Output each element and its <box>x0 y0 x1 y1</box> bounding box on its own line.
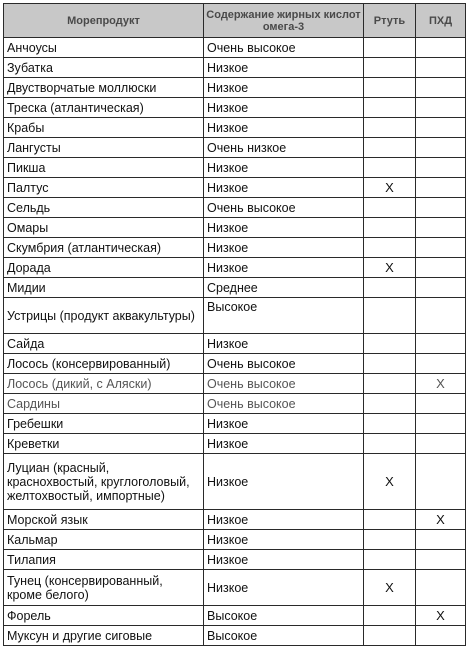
table-row <box>4 374 466 394</box>
cell-pcb <box>416 414 466 434</box>
table-row <box>4 138 466 158</box>
cell-mercury <box>364 374 416 394</box>
cell-pcb <box>416 138 466 158</box>
cell-seafood: Пикша <box>4 158 204 178</box>
table-row <box>4 58 466 78</box>
cell-omega: Низкое <box>204 258 364 278</box>
cell-omega: Очень высокое <box>204 198 364 218</box>
cell-mercury <box>364 414 416 434</box>
cell-pcb <box>416 434 466 454</box>
cell-mercury <box>364 394 416 414</box>
cell-pcb <box>416 334 466 354</box>
cell-mercury <box>364 138 416 158</box>
cell-seafood: Треска (атлантическая) <box>4 98 204 118</box>
cell-omega: Низкое <box>204 550 364 570</box>
cell-pcb <box>416 118 466 138</box>
cell-omega: Очень высокое <box>204 374 364 394</box>
cell-mercury <box>364 530 416 550</box>
cell-mercury <box>364 626 416 646</box>
seafood-table <box>3 3 466 646</box>
header-omega: Содержание жирных кислот омега-3 <box>204 4 364 38</box>
cell-pcb <box>416 298 466 334</box>
table-row <box>4 454 466 510</box>
cell-pcb <box>416 454 466 510</box>
cell-seafood: Зубатка <box>4 58 204 78</box>
cell-omega: Очень низкое <box>204 138 364 158</box>
cell-seafood: Тунец (консервированный, кроме белого) <box>4 570 204 606</box>
cell-pcb <box>416 78 466 98</box>
cell-seafood: Анчоусы <box>4 38 204 58</box>
cell-pcb <box>416 394 466 414</box>
table-row <box>4 334 466 354</box>
cell-seafood: Форель <box>4 606 204 626</box>
cell-mercury <box>364 118 416 138</box>
cell-pcb <box>416 258 466 278</box>
cell-mercury <box>364 550 416 570</box>
table-row <box>4 258 466 278</box>
cell-omega: Низкое <box>204 414 364 434</box>
cell-omega: Очень высокое <box>204 394 364 414</box>
cell-omega: Низкое <box>204 178 364 198</box>
table-row <box>4 218 466 238</box>
cell-pcb <box>416 178 466 198</box>
cell-omega: Очень высокое <box>204 354 364 374</box>
cell-omega: Низкое <box>204 510 364 530</box>
cell-seafood: Креветки <box>4 434 204 454</box>
cell-pcb <box>416 218 466 238</box>
cell-seafood: Лангусты <box>4 138 204 158</box>
table-body <box>4 38 466 646</box>
cell-omega: Низкое <box>204 118 364 138</box>
cell-mercury <box>364 158 416 178</box>
cell-pcb <box>416 550 466 570</box>
cell-seafood: Муксун и другие сиговые <box>4 626 204 646</box>
cell-seafood: Лосось (дикий, с Аляски) <box>4 374 204 394</box>
cell-seafood: Мидии <box>4 278 204 298</box>
cell-omega: Высокое <box>204 298 364 334</box>
header-seafood: Морепродукт <box>4 4 204 38</box>
cell-seafood: Скумбрия (атлантическая) <box>4 238 204 258</box>
table-row <box>4 414 466 434</box>
cell-mercury: X <box>364 454 416 510</box>
cell-seafood: Морской язык <box>4 510 204 530</box>
header-mercury: Ртуть <box>364 4 416 38</box>
cell-omega: Низкое <box>204 334 364 354</box>
cell-seafood: Сайда <box>4 334 204 354</box>
cell-omega: Низкое <box>204 434 364 454</box>
cell-mercury <box>364 78 416 98</box>
cell-pcb: X <box>416 510 466 530</box>
cell-seafood: Дорада <box>4 258 204 278</box>
cell-mercury <box>364 434 416 454</box>
cell-omega: Низкое <box>204 238 364 258</box>
cell-pcb: X <box>416 374 466 394</box>
cell-seafood: Омары <box>4 218 204 238</box>
cell-mercury: X <box>364 570 416 606</box>
cell-mercury <box>364 354 416 374</box>
cell-pcb <box>416 238 466 258</box>
cell-pcb <box>416 530 466 550</box>
cell-omega: Низкое <box>204 158 364 178</box>
cell-mercury <box>364 278 416 298</box>
table-row <box>4 98 466 118</box>
cell-seafood: Лосось (консервированный) <box>4 354 204 374</box>
cell-omega: Низкое <box>204 454 364 510</box>
cell-mercury <box>364 298 416 334</box>
table-row <box>4 78 466 98</box>
table-row <box>4 626 466 646</box>
cell-pcb <box>416 38 466 58</box>
cell-mercury <box>364 238 416 258</box>
table-row <box>4 198 466 218</box>
table-row <box>4 570 466 606</box>
cell-mercury: X <box>364 178 416 198</box>
cell-pcb <box>416 198 466 218</box>
cell-mercury <box>364 198 416 218</box>
cell-seafood: Кальмар <box>4 530 204 550</box>
table-row <box>4 158 466 178</box>
cell-omega: Низкое <box>204 570 364 606</box>
cell-omega: Высокое <box>204 626 364 646</box>
cell-omega: Низкое <box>204 78 364 98</box>
cell-pcb <box>416 158 466 178</box>
cell-seafood: Двустворчатые моллюски <box>4 78 204 98</box>
cell-seafood: Луциан (красный, краснохвостый, круглоголовый, желтохвостый, импортные) <box>4 454 204 510</box>
cell-omega: Очень высокое <box>204 38 364 58</box>
table-row <box>4 278 466 298</box>
table-row <box>4 510 466 530</box>
cell-omega: Низкое <box>204 218 364 238</box>
cell-pcb <box>416 354 466 374</box>
cell-seafood: Сельдь <box>4 198 204 218</box>
cell-seafood: Тилапия <box>4 550 204 570</box>
table-row <box>4 298 466 334</box>
cell-omega: Низкое <box>204 530 364 550</box>
cell-mercury <box>364 334 416 354</box>
cell-mercury <box>364 510 416 530</box>
table-row <box>4 606 466 626</box>
cell-pcb <box>416 98 466 118</box>
cell-pcb <box>416 278 466 298</box>
table-row <box>4 118 466 138</box>
cell-omega: Низкое <box>204 58 364 78</box>
cell-mercury <box>364 38 416 58</box>
cell-omega: Высокое <box>204 606 364 626</box>
cell-mercury <box>364 218 416 238</box>
cell-seafood: Крабы <box>4 118 204 138</box>
cell-pcb: X <box>416 606 466 626</box>
cell-seafood: Сардины <box>4 394 204 414</box>
cell-omega: Среднее <box>204 278 364 298</box>
table-row <box>4 530 466 550</box>
cell-seafood: Устрицы (продукт аквакультуры) <box>4 298 204 334</box>
table-row <box>4 38 466 58</box>
table-row <box>4 178 466 198</box>
cell-pcb <box>416 626 466 646</box>
table-row <box>4 238 466 258</box>
cell-mercury: X <box>364 258 416 278</box>
header-row <box>4 4 466 38</box>
cell-seafood: Гребешки <box>4 414 204 434</box>
header-pcb: ПХД <box>416 4 466 38</box>
cell-mercury <box>364 98 416 118</box>
cell-seafood: Палтус <box>4 178 204 198</box>
table-row <box>4 354 466 374</box>
cell-mercury <box>364 58 416 78</box>
table-row <box>4 550 466 570</box>
table-row <box>4 434 466 454</box>
table-row <box>4 394 466 414</box>
cell-pcb <box>416 58 466 78</box>
cell-pcb <box>416 570 466 606</box>
cell-mercury <box>364 606 416 626</box>
table-header <box>4 4 466 38</box>
cell-omega: Низкое <box>204 98 364 118</box>
